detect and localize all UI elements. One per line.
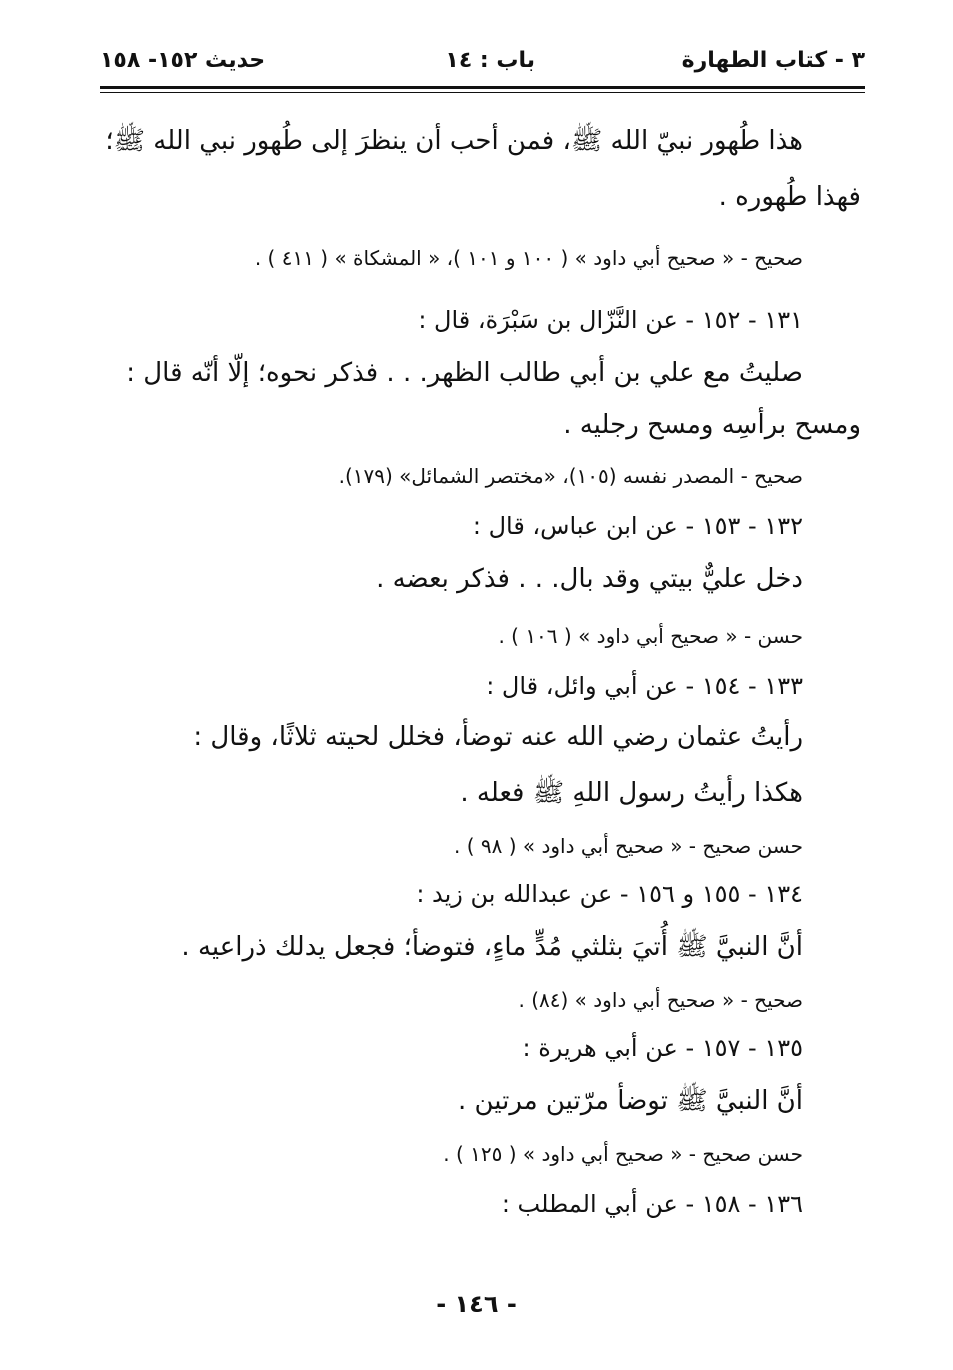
hadith-heading: ١٣٤ - ١٥٥ و ١٥٦ - عن عبدالله بن زيد :: [416, 880, 803, 908]
hadith-heading: ١٣٥ - ١٥٧ - عن أبي هريرة :: [522, 1034, 803, 1062]
running-header: [100, 48, 865, 82]
grading-line: حسن صحيح - « صحيح أبي داود » ( ٩٨ ) .: [454, 834, 803, 858]
body-line: أنَّ النبيَّ ﷺ أُتيَ بثلثي مُدٍّ ماءٍ، فتوضأ؛ فجعل يدلك ذراعيه .: [181, 932, 803, 962]
hadith-heading: ١٣٦ - ١٥٨ - عن أبي المطلب :: [501, 1190, 803, 1218]
body-line: فهذا طُهوره .: [718, 182, 861, 212]
body-line: أنَّ النبيَّ ﷺ توضأ مرّتين مرتين .: [457, 1086, 803, 1116]
body-line: هذا طُهور نبيّ الله ﷺ، فمن أحب أن ينظرَ إلى طُهور نبي الله ﷺ؛: [105, 126, 803, 156]
grading-line: صحيح - « صحيح أبي داود » ( ١٠٠ و ١٠١ )، « المشكاة » ( ٤١١ ) .: [254, 246, 803, 270]
header-rule-thick: [100, 86, 865, 89]
grading-line: صحيح - « صحيح أبي داود » (٨٤) .: [518, 988, 803, 1012]
chapter-title: ٣ - كتاب الطهارة: [681, 48, 865, 73]
hadith-range: حديث ١٥٢- ١٥٨: [100, 48, 266, 73]
body-line: رأيتُ عثمان رضي الله عنه توضأ، فخلل لحيته ثلاثًا، وقال :: [193, 722, 803, 752]
hadith-heading: ١٣٣ - ١٥٤ - عن أبي وائل، قال :: [486, 672, 803, 700]
hadith-heading: ١٣٢ - ١٥٣ - عن ابن عباس، قال :: [472, 512, 803, 540]
body-line: صليتُ مع علي بن أبي طالب الظهر. . . فذكر نحوه؛ إلّا أنّه قال :: [126, 358, 803, 388]
grading-line: حسن صحيح - « صحيح أبي داود » ( ١٢٥ ) .: [443, 1142, 803, 1166]
hadith-heading: ١٣١ - ١٥٢ - عن النَّزّال بن سَبْرَة، قال :: [418, 306, 803, 334]
header-rule-thin: [100, 92, 865, 93]
body-line: ومسح برأسِه ومسح رجليه .: [563, 410, 861, 440]
chapter-section: باب : ١٤: [445, 48, 535, 73]
grading-line: حسن - « صحيح أبي داود » ( ١٠٦ ) .: [498, 624, 803, 648]
page-number: - ١٤٦ -: [436, 1290, 517, 1318]
grading-line: صحيح - المصدر نفسه (١٠٥)، «مختصر الشمائل» (١٧٩).: [338, 464, 803, 488]
body-line: دخل عليٌّ بيتي وقد بال. . . فذكر بعضه .: [376, 564, 803, 594]
body-line: هكذا رأيتُ رسول اللهِ ﷺ فعله .: [460, 778, 803, 808]
